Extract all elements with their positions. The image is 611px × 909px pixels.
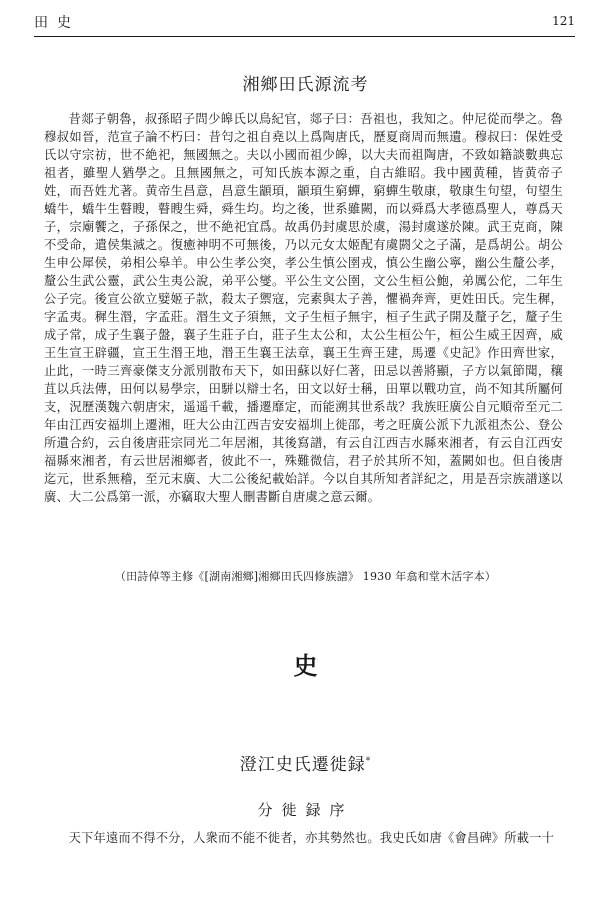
footnote-mark: * [365, 756, 372, 767]
section-heading: 史 [293, 651, 318, 680]
article-title: 湘鄉田氏源流考 [242, 75, 369, 95]
article-body: 昔郯子朝魯，叔孫昭子問少皞氏以鳥紀官，郯子曰：吾祖也，我知之。仲尼從而學之。魯穆叔如晉，范宣子論不朽曰：昔匄之祖自堯以上爲陶唐氏，歷夏商周而無遺。穆叔曰：保姓受氏以守宗祊，世不絶祀，無國無之。夫以小國而祖少皞，以大夫而祖陶唐，不致如籍談數典忘祖者，雖聖人猶學之。且無國無之，可知氏族本源之重，自古維昭。我中國黄種，皆黄帝子姓，而吾姓尤著。黄帝生昌意，昌意生顓頊，顓頊生窮蟬，窮蟬生敬康，敬康生句望，句望生蟜牛，蟜牛生瞽瞍，瞽瞍生舜，舜生均。均之後，世系雖闕，而以舜爲大孝德爲聖人，尊爲天子，宗廟饗之，子孫保之，世不絶祀宜爲。故禹仍封虞思於虞，湯封虞遂於陳。武王克商，陳不受命，遣侯集滅之。復癒神明不可無後，乃以元女太姬配有虞閼父之子滿，是爲胡公。胡公生申公犀侯，弟相公皋羊。申公生孝公突，孝公生慎公圉戎，慎公生幽公寧，幽公生釐公孝，釐公生武公靈，武公生夷公說，弟平公燮。平公生文公圉，文公生桓公鮑，弟厲公佗，二年生公子完。後宣公欲立嬖姬子款，殺太子禦寇，完素與太子善，懼禍奔齊，更姓田氏。完生穉，字孟夷。穉生湣，字孟莊。湣生文子須無，文子生桓子無宇，桓子生武子開及釐子乞，釐子生成子常，成子生襄子盤，襄子生莊子白，莊子生太公和，太公生桓公午，桓公生威王因齊，威王生宣王辟疆，宣王生湣王地，湣王生襄王法章，襄王生齊王建，馬遷《史記》作田齊世家，止此，一時三齊豪傑支分派別散布天下，如田蘇以好仁著，田忌以善將顯，子方以氣節聞，穰苴以兵法傳，田何以易學宗，田駢以辯士名，田文以好士稱，田單以戰功宣，尚不知其所屬何支，況歷漢魏六朝唐宋，遥遥千載，播遷靡定，而能溯其世系哉？我族旺廣公自元順帝至元二年由江西安福圳上遷湘，旺大公由江西吉安安福圳上徙邵，考之旺廣公派下九派祖杰公、登公所遺合約，云自後唐莊宗同光二年居湘，其後寫譜，有云自江西吉水縣來湘者，有云自江西安福縣來湘者，有云世居湘鄉者，彼此不一，殊難微信，君子於其所不知，蓋闕如也。但自後唐迄元，世系無稽，至元末廣、大二公後紀載始詳。今以自其所知者詳紀之，用是吾宗族譜遂以廣、大二公爲第一派，亦竊取大聖人刪書斷自唐虞之意云爾。 [44, 112, 563, 504]
running-header [34, 10, 575, 34]
article-title-2 [0, 750, 611, 775]
header-rule [34, 36, 575, 37]
article-body-2: 天下年遠而不得不分，人衆而不能不徙者，亦其勢然也。我史氏如唐《會昌碑》所載一十 [68, 831, 555, 845]
header-title: 田史 [34, 15, 80, 31]
article-subtitle: 分徙録序 [257, 801, 354, 819]
source-citation: （田詩倬等主修《[湖南湘鄉]湘鄉田氏四修族譜》 1930 年翕和堂木活字本） [114, 570, 497, 583]
page-number: 121 [552, 14, 575, 28]
article-title-2-text: 澄江史氏遷徙録 [239, 755, 366, 775]
